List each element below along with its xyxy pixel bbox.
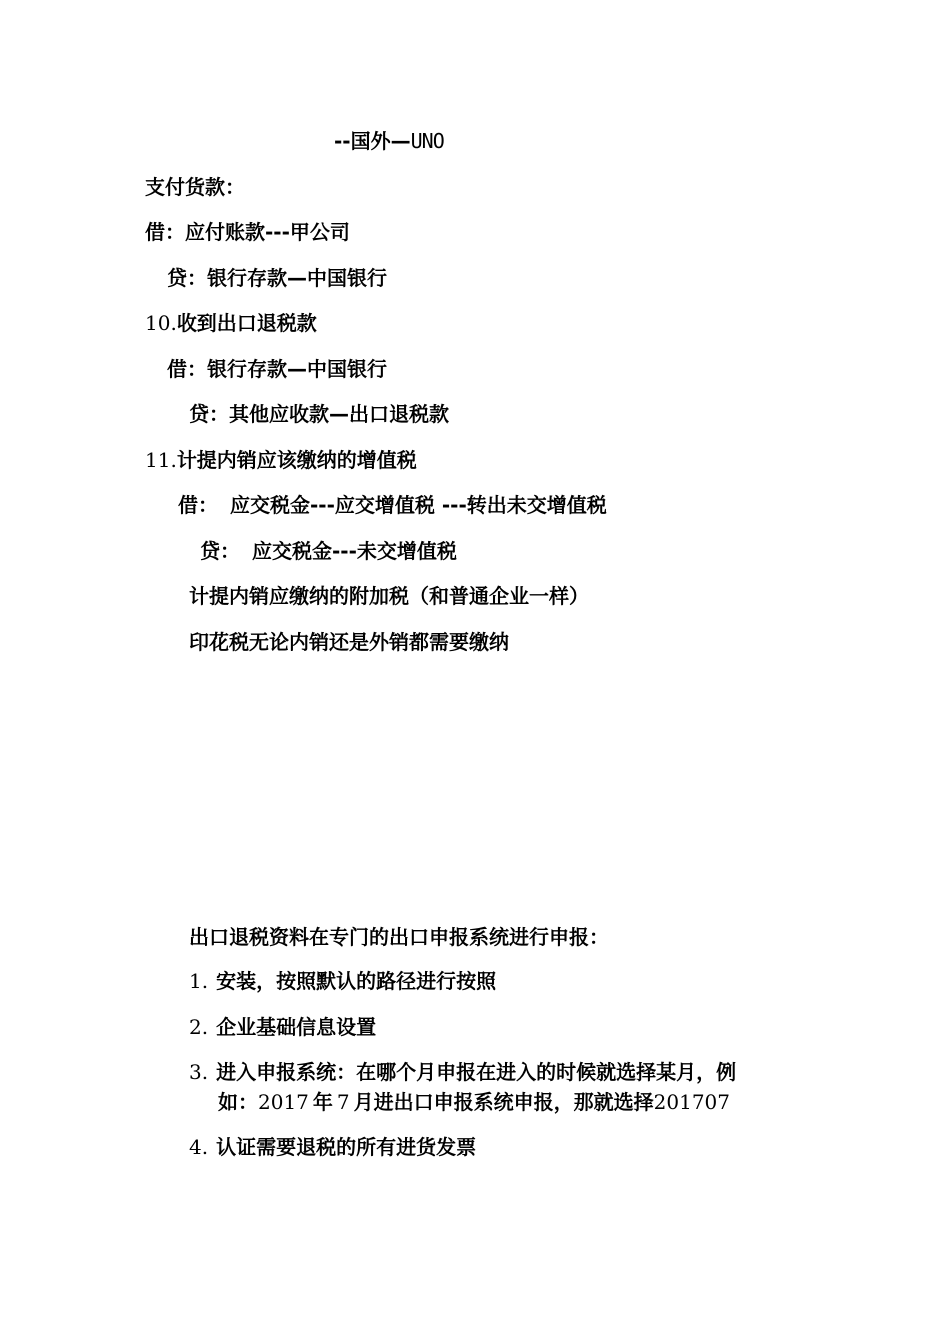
step-3-month: 7	[336, 1090, 350, 1114]
step-4-text: 认证需要退税的所有进货发票	[216, 1135, 477, 1159]
credit-entry-3-text: 应交税金---未交增值税	[252, 539, 457, 563]
title-suffix: UNO	[410, 129, 444, 153]
section-title	[334, 128, 444, 154]
step-3-number: 3.	[189, 1060, 209, 1084]
surcharge-note: 计提内销应缴纳的附加税（和普通企业一样）	[189, 584, 589, 608]
step-3-year: 2017	[258, 1090, 309, 1114]
step-1-text: 安装，按照默认的路径进行按照	[216, 969, 497, 993]
debit-entry-3-text: 应交税金---应交增值税 ---转出未交增值税	[230, 493, 607, 517]
pay-heading: 支付货款：	[145, 175, 245, 199]
item-11-number: 11.	[145, 448, 177, 472]
step-3-continued	[218, 1089, 730, 1115]
step-3-text-a: 如：	[218, 1090, 258, 1114]
credit-entry-3	[200, 538, 457, 564]
item-10-text: 收到出口退税款	[176, 311, 317, 335]
debit-entry-3	[178, 492, 607, 518]
item-11-text: 计提内销应该缴纳的增值税	[176, 448, 417, 472]
stamp-tax-note: 印花税无论内销还是外销都需要缴纳	[189, 630, 509, 654]
debit-entry-3-label: 借：	[178, 493, 218, 517]
step-3-text-c: 月进出口申报系统申报，那就选择	[353, 1090, 654, 1114]
debit-entry-2: 借：银行存款—中国银行	[167, 357, 387, 381]
step-1-number: 1.	[189, 969, 209, 993]
step-2-number: 2.	[189, 1015, 209, 1039]
export-filing-heading: 出口退税资料在专门的出口申报系统进行申报：	[189, 925, 609, 949]
item-10-number: 10.	[145, 311, 177, 335]
step-3-code: 201707	[653, 1090, 730, 1114]
step-4-number: 4.	[189, 1135, 209, 1159]
step-2	[189, 1014, 376, 1040]
step-3-text-line-1: 进入申报系统：在哪个月申报在进入的时候就选择某月，例	[216, 1060, 737, 1084]
step-2-text: 企业基础信息设置	[216, 1015, 377, 1039]
credit-entry-2: 贷：其他应收款—出口退税款	[189, 402, 449, 426]
credit-entry-3-label: 贷：	[200, 539, 240, 563]
item-10	[145, 310, 317, 336]
step-1	[189, 968, 496, 994]
step-4	[189, 1134, 476, 1160]
step-3	[189, 1059, 736, 1085]
item-11	[145, 447, 417, 473]
step-3-text-b: 年	[312, 1090, 333, 1114]
title-prefix: --国外—	[334, 129, 411, 153]
debit-entry-1: 借：应付账款---甲公司	[145, 220, 350, 244]
credit-entry-1: 贷：银行存款—中国银行	[167, 266, 387, 290]
